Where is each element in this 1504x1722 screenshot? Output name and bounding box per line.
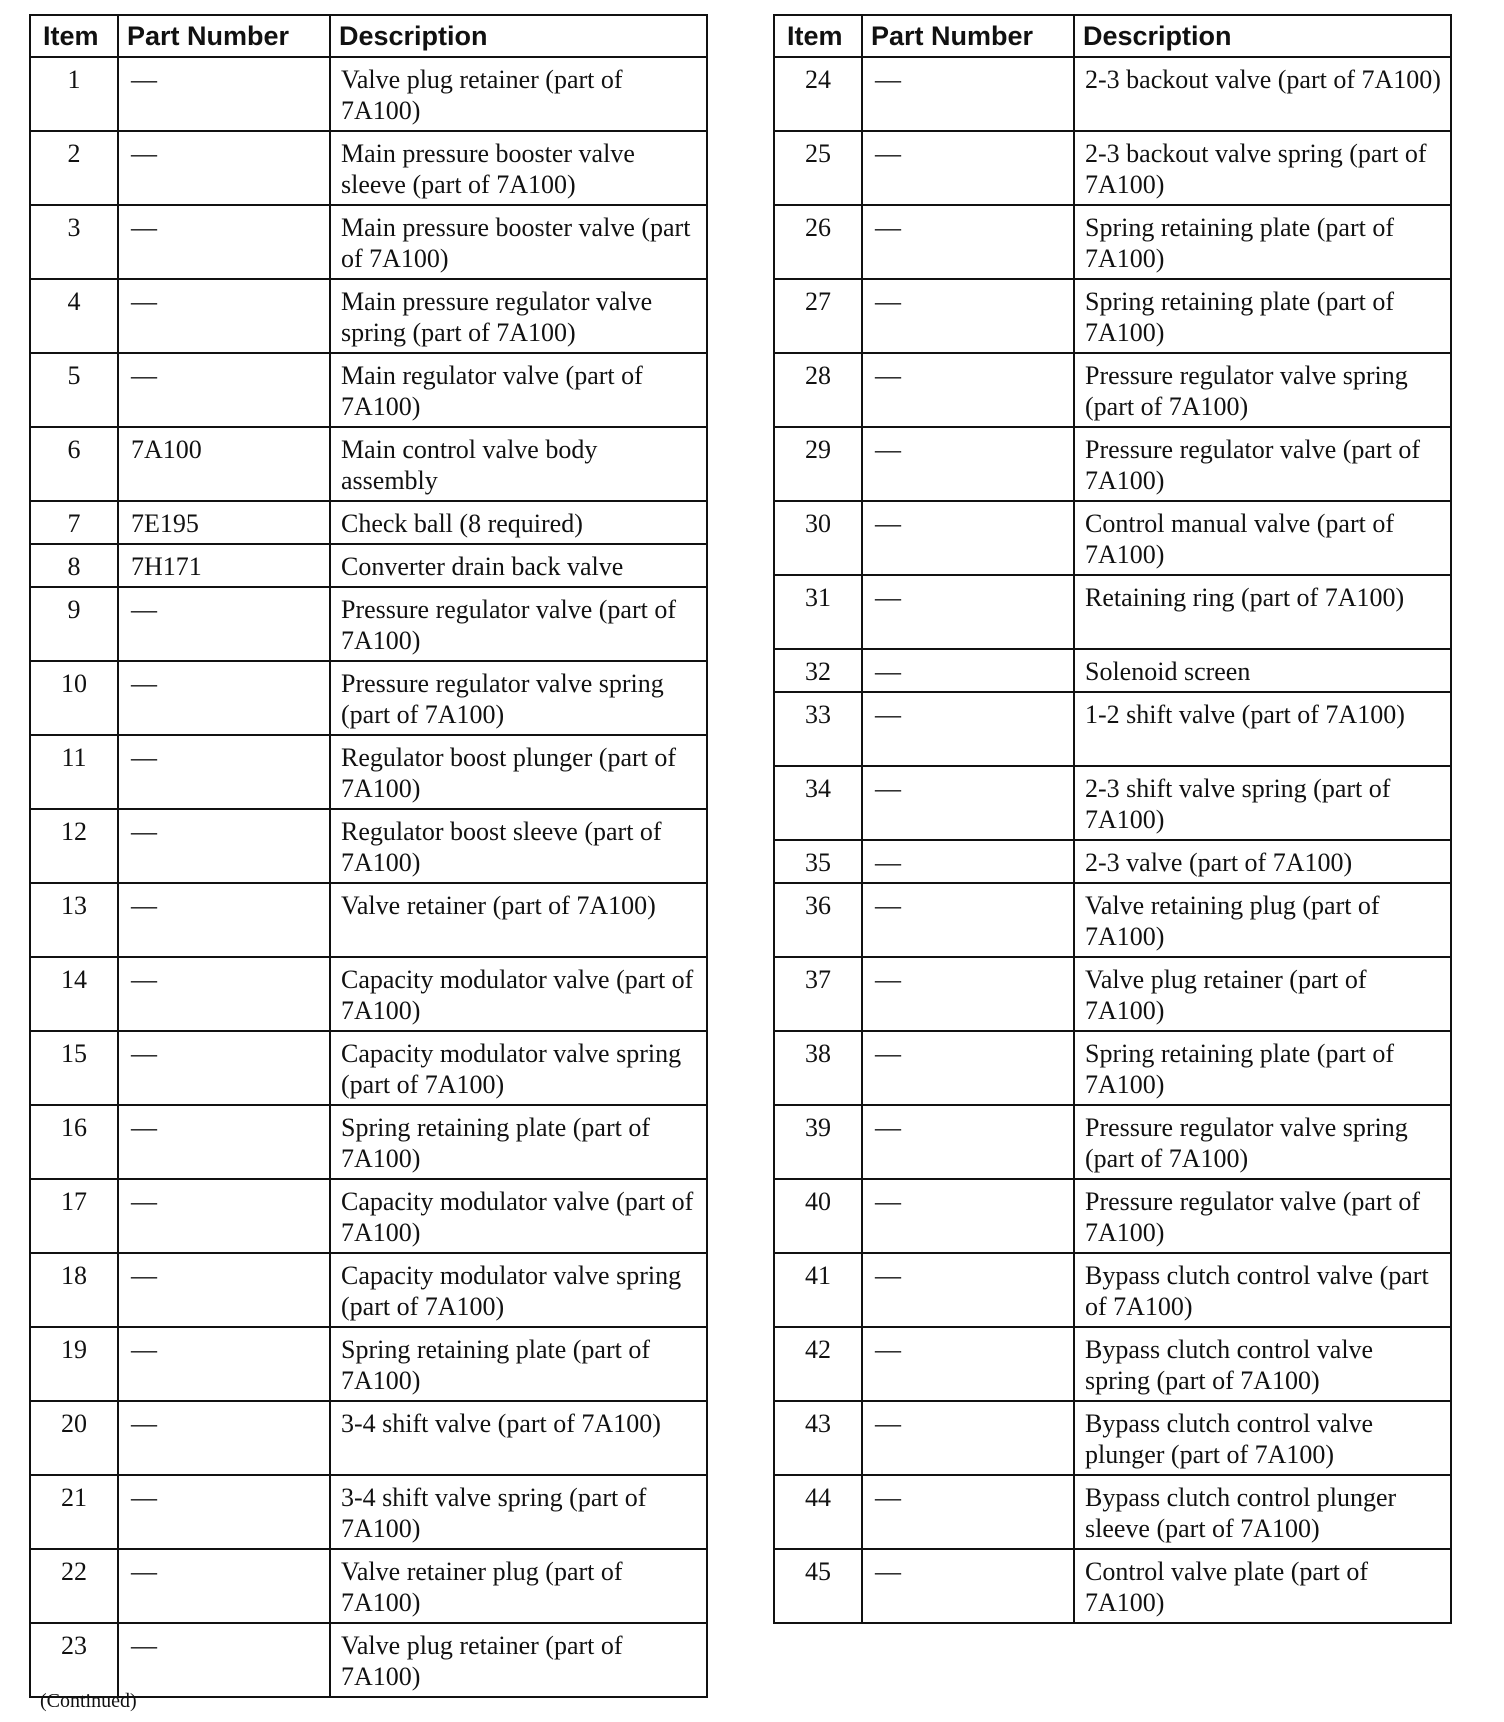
table-row bbox=[774, 575, 1451, 649]
item-number-cell: 21 bbox=[30, 1475, 118, 1549]
part-number-cell: — bbox=[118, 1253, 330, 1327]
description-cell: Main regulator valve (part of 7A100) bbox=[330, 353, 707, 427]
description-cell: Valve plug retainer (part of 7A100) bbox=[1074, 957, 1451, 1031]
description-cell: Capacity modulator valve (part of 7A100) bbox=[330, 1179, 707, 1253]
item-number-cell: 24 bbox=[774, 57, 862, 131]
table-row bbox=[30, 353, 707, 427]
item-number-cell: 35 bbox=[774, 840, 862, 883]
item-number-cell: 45 bbox=[774, 1549, 862, 1623]
item-number-cell: 18 bbox=[30, 1253, 118, 1327]
part-number-cell: — bbox=[118, 735, 330, 809]
part-number-cell: — bbox=[862, 353, 1074, 427]
table-row bbox=[30, 501, 707, 544]
description-cell: Capacity modulator valve (part of 7A100) bbox=[330, 957, 707, 1031]
table-row bbox=[30, 883, 707, 957]
part-number-cell: — bbox=[862, 883, 1074, 957]
part-number-cell: 7A100 bbox=[118, 427, 330, 501]
table-row bbox=[30, 1253, 707, 1327]
table-row bbox=[774, 692, 1451, 766]
item-number-cell: 22 bbox=[30, 1549, 118, 1623]
description-cell: Valve plug retainer (part of 7A100) bbox=[330, 1623, 707, 1697]
item-number-cell: 40 bbox=[774, 1179, 862, 1253]
item-number-cell: 32 bbox=[774, 649, 862, 692]
table-row bbox=[30, 957, 707, 1031]
parts-table-right bbox=[773, 14, 1452, 1624]
item-number-cell: 33 bbox=[774, 692, 862, 766]
part-number-cell: — bbox=[118, 957, 330, 1031]
table-row bbox=[30, 735, 707, 809]
table-row bbox=[774, 1549, 1451, 1623]
description-cell: Valve retaining plug (part of 7A100) bbox=[1074, 883, 1451, 957]
item-number-cell: 15 bbox=[30, 1031, 118, 1105]
item-number-cell: 6 bbox=[30, 427, 118, 501]
table-row bbox=[774, 279, 1451, 353]
description-cell: Spring retaining plate (part of 7A100) bbox=[1074, 1031, 1451, 1105]
item-number-cell: 19 bbox=[30, 1327, 118, 1401]
item-number-cell: 16 bbox=[30, 1105, 118, 1179]
table-row bbox=[774, 766, 1451, 840]
table-row bbox=[774, 1253, 1451, 1327]
part-number-cell: — bbox=[118, 279, 330, 353]
column-header-item: Item bbox=[30, 15, 118, 57]
table-row bbox=[30, 587, 707, 661]
item-number-cell: 29 bbox=[774, 427, 862, 501]
table-row bbox=[774, 1179, 1451, 1253]
description-cell: Pressure regulator valve spring (part of 7A100) bbox=[1074, 353, 1451, 427]
description-cell: Control manual valve (part of 7A100) bbox=[1074, 501, 1451, 575]
description-cell: 3-4 shift valve (part of 7A100) bbox=[330, 1401, 707, 1475]
part-number-cell: — bbox=[118, 1179, 330, 1253]
part-number-cell: — bbox=[862, 501, 1074, 575]
item-number-cell: 12 bbox=[30, 809, 118, 883]
description-cell: 2-3 shift valve spring (part of 7A100) bbox=[1074, 766, 1451, 840]
table-row bbox=[30, 661, 707, 735]
description-cell: Spring retaining plate (part of 7A100) bbox=[330, 1327, 707, 1401]
description-cell: 2-3 backout valve spring (part of 7A100) bbox=[1074, 131, 1451, 205]
part-number-cell: — bbox=[118, 205, 330, 279]
part-number-cell: — bbox=[118, 1105, 330, 1179]
item-number-cell: 37 bbox=[774, 957, 862, 1031]
part-number-cell: — bbox=[862, 840, 1074, 883]
part-number-cell: — bbox=[118, 57, 330, 131]
table-row bbox=[774, 1401, 1451, 1475]
description-cell: Converter drain back valve bbox=[330, 544, 707, 587]
part-number-cell: — bbox=[862, 279, 1074, 353]
table-row bbox=[30, 131, 707, 205]
description-cell: Spring retaining plate (part of 7A100) bbox=[1074, 205, 1451, 279]
part-number-cell: — bbox=[118, 587, 330, 661]
table-row bbox=[30, 1105, 707, 1179]
item-number-cell: 30 bbox=[774, 501, 862, 575]
table-row bbox=[30, 809, 707, 883]
table-row bbox=[774, 649, 1451, 692]
part-number-cell: — bbox=[118, 1327, 330, 1401]
part-number-cell: — bbox=[118, 1475, 330, 1549]
description-cell: Capacity modulator valve spring (part of 7A100) bbox=[330, 1031, 707, 1105]
part-number-cell: — bbox=[118, 353, 330, 427]
description-cell: 2-3 valve (part of 7A100) bbox=[1074, 840, 1451, 883]
part-number-cell: — bbox=[862, 575, 1074, 649]
table-row bbox=[30, 427, 707, 501]
item-number-cell: 27 bbox=[774, 279, 862, 353]
column-header-description: Description bbox=[330, 15, 707, 57]
table-row bbox=[30, 279, 707, 353]
table-header-row bbox=[30, 15, 707, 57]
description-cell: Retaining ring (part of 7A100) bbox=[1074, 575, 1451, 649]
item-number-cell: 31 bbox=[774, 575, 862, 649]
parts-table-left bbox=[29, 14, 708, 1698]
table-row bbox=[30, 544, 707, 587]
description-cell: Spring retaining plate (part of 7A100) bbox=[1074, 279, 1451, 353]
part-number-cell: — bbox=[862, 1475, 1074, 1549]
item-number-cell: 9 bbox=[30, 587, 118, 661]
item-number-cell: 43 bbox=[774, 1401, 862, 1475]
parts-table-right-body bbox=[774, 57, 1451, 1623]
description-cell: 1-2 shift valve (part of 7A100) bbox=[1074, 692, 1451, 766]
table-row bbox=[30, 1327, 707, 1401]
part-number-cell: — bbox=[862, 649, 1074, 692]
part-number-cell: — bbox=[862, 1401, 1074, 1475]
item-number-cell: 17 bbox=[30, 1179, 118, 1253]
item-number-cell: 11 bbox=[30, 735, 118, 809]
description-cell: Spring retaining plate (part of 7A100) bbox=[330, 1105, 707, 1179]
column-header-description: Description bbox=[1074, 15, 1451, 57]
description-cell: Bypass clutch control valve (part of 7A100) bbox=[1074, 1253, 1451, 1327]
parts-table-left-body bbox=[30, 57, 707, 1697]
description-cell: Pressure regulator valve (part of 7A100) bbox=[1074, 427, 1451, 501]
item-number-cell: 5 bbox=[30, 353, 118, 427]
table-row bbox=[774, 353, 1451, 427]
item-number-cell: 13 bbox=[30, 883, 118, 957]
description-cell: Main control valve body assembly bbox=[330, 427, 707, 501]
description-cell: Main pressure regulator valve spring (part of 7A100) bbox=[330, 279, 707, 353]
part-number-cell: — bbox=[862, 131, 1074, 205]
item-number-cell: 2 bbox=[30, 131, 118, 205]
part-number-cell: — bbox=[118, 131, 330, 205]
item-number-cell: 42 bbox=[774, 1327, 862, 1401]
table-row bbox=[30, 1401, 707, 1475]
item-number-cell: 10 bbox=[30, 661, 118, 735]
table-row bbox=[774, 840, 1451, 883]
description-cell: Solenoid screen bbox=[1074, 649, 1451, 692]
part-number-cell: — bbox=[118, 809, 330, 883]
table-header-row bbox=[774, 15, 1451, 57]
part-number-cell: — bbox=[862, 1549, 1074, 1623]
table-row bbox=[774, 205, 1451, 279]
part-number-cell: — bbox=[118, 1623, 330, 1697]
description-cell: Bypass clutch control plunger sleeve (part of 7A100) bbox=[1074, 1475, 1451, 1549]
table-row bbox=[774, 427, 1451, 501]
description-cell: Regulator boost plunger (part of 7A100) bbox=[330, 735, 707, 809]
description-cell: 2-3 backout valve (part of 7A100) bbox=[1074, 57, 1451, 131]
item-number-cell: 38 bbox=[774, 1031, 862, 1105]
part-number-cell: — bbox=[862, 1327, 1074, 1401]
item-number-cell: 34 bbox=[774, 766, 862, 840]
table-row bbox=[30, 1031, 707, 1105]
table-row bbox=[30, 57, 707, 131]
table-row bbox=[774, 501, 1451, 575]
description-cell: Bypass clutch control valve plunger (part of 7A100) bbox=[1074, 1401, 1451, 1475]
part-number-cell: — bbox=[862, 957, 1074, 1031]
table-row bbox=[774, 1475, 1451, 1549]
part-number-cell: — bbox=[862, 1179, 1074, 1253]
table-row bbox=[774, 131, 1451, 205]
table-row bbox=[30, 1179, 707, 1253]
part-number-cell: — bbox=[862, 57, 1074, 131]
table-row bbox=[774, 1031, 1451, 1105]
item-number-cell: 1 bbox=[30, 57, 118, 131]
column-header-item: Item bbox=[774, 15, 862, 57]
description-cell: Capacity modulator valve spring (part of 7A100) bbox=[330, 1253, 707, 1327]
part-number-cell: — bbox=[118, 1401, 330, 1475]
table-row bbox=[30, 205, 707, 279]
description-cell: Pressure regulator valve spring (part of 7A100) bbox=[1074, 1105, 1451, 1179]
column-header-part-number: Part Number bbox=[862, 15, 1074, 57]
description-cell: Main pressure booster valve sleeve (part of 7A100) bbox=[330, 131, 707, 205]
part-number-cell: 7H171 bbox=[118, 544, 330, 587]
table-row bbox=[774, 883, 1451, 957]
part-number-cell: — bbox=[862, 205, 1074, 279]
description-cell: Regulator boost sleeve (part of 7A100) bbox=[330, 809, 707, 883]
item-number-cell: 36 bbox=[774, 883, 862, 957]
description-cell: Bypass clutch control valve spring (part of 7A100) bbox=[1074, 1327, 1451, 1401]
description-cell: Pressure regulator valve spring (part of 7A100) bbox=[330, 661, 707, 735]
description-cell: Valve retainer plug (part of 7A100) bbox=[330, 1549, 707, 1623]
part-number-cell: — bbox=[118, 883, 330, 957]
table-row bbox=[774, 957, 1451, 1031]
table-row bbox=[774, 1327, 1451, 1401]
part-number-cell: — bbox=[118, 661, 330, 735]
description-cell: Pressure regulator valve (part of 7A100) bbox=[330, 587, 707, 661]
part-number-cell: — bbox=[862, 1105, 1074, 1179]
part-number-cell: — bbox=[862, 1031, 1074, 1105]
item-number-cell: 8 bbox=[30, 544, 118, 587]
description-cell: 3-4 shift valve spring (part of 7A100) bbox=[330, 1475, 707, 1549]
table-row bbox=[774, 1105, 1451, 1179]
part-number-cell: — bbox=[118, 1549, 330, 1623]
item-number-cell: 20 bbox=[30, 1401, 118, 1475]
item-number-cell: 39 bbox=[774, 1105, 862, 1179]
table-row bbox=[774, 57, 1451, 131]
table-row bbox=[30, 1623, 707, 1697]
column-header-part-number: Part Number bbox=[118, 15, 330, 57]
continued-note: (Continued) bbox=[40, 1690, 137, 1712]
description-cell: Control valve plate (part of 7A100) bbox=[1074, 1549, 1451, 1623]
table-row bbox=[30, 1475, 707, 1549]
description-cell: Valve retainer (part of 7A100) bbox=[330, 883, 707, 957]
item-number-cell: 26 bbox=[774, 205, 862, 279]
item-number-cell: 3 bbox=[30, 205, 118, 279]
item-number-cell: 25 bbox=[774, 131, 862, 205]
description-cell: Pressure regulator valve (part of 7A100) bbox=[1074, 1179, 1451, 1253]
item-number-cell: 44 bbox=[774, 1475, 862, 1549]
part-number-cell: — bbox=[862, 1253, 1074, 1327]
item-number-cell: 14 bbox=[30, 957, 118, 1031]
part-number-cell: — bbox=[862, 427, 1074, 501]
item-number-cell: 28 bbox=[774, 353, 862, 427]
part-number-cell: — bbox=[862, 766, 1074, 840]
description-cell: Main pressure booster valve (part of 7A100) bbox=[330, 205, 707, 279]
table-row bbox=[30, 1549, 707, 1623]
item-number-cell: 4 bbox=[30, 279, 118, 353]
part-number-cell: — bbox=[862, 692, 1074, 766]
item-number-cell: 23 bbox=[30, 1623, 118, 1697]
description-cell: Valve plug retainer (part of 7A100) bbox=[330, 57, 707, 131]
item-number-cell: 7 bbox=[30, 501, 118, 544]
description-cell: Check ball (8 required) bbox=[330, 501, 707, 544]
part-number-cell: — bbox=[118, 1031, 330, 1105]
part-number-cell: 7E195 bbox=[118, 501, 330, 544]
item-number-cell: 41 bbox=[774, 1253, 862, 1327]
